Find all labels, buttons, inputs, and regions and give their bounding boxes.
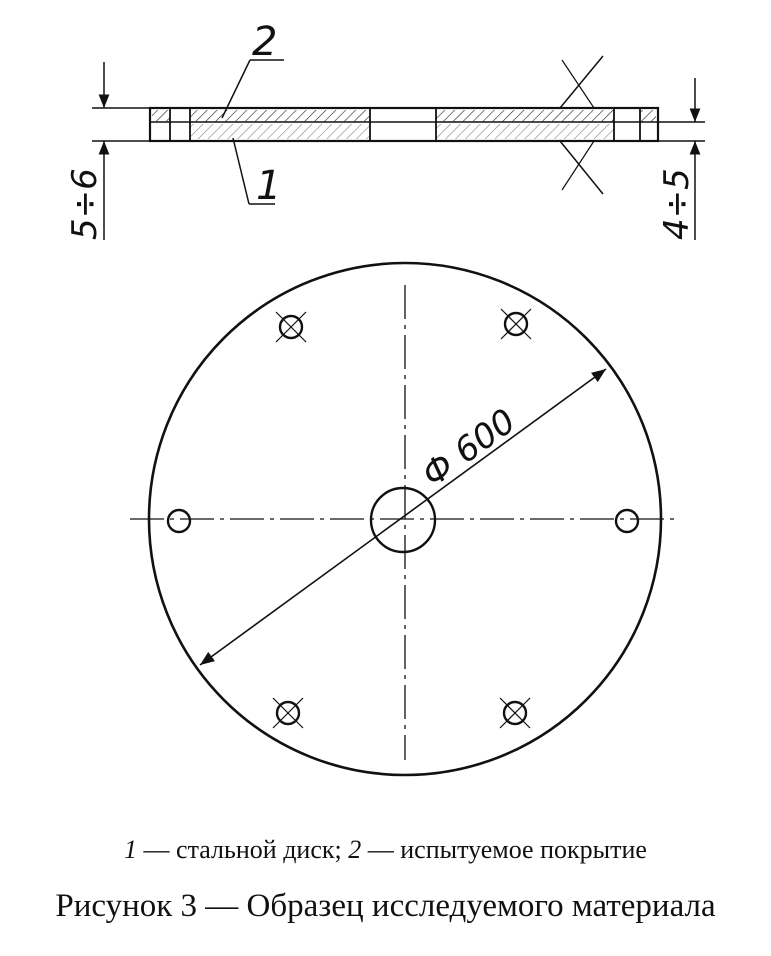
center-hole — [371, 488, 435, 552]
right-dimension-label: 4÷5 — [657, 168, 697, 240]
callout-2: 2 — [252, 19, 278, 65]
legend-item-1-number: 1 — [124, 835, 138, 864]
diameter-label: Ф 600 — [414, 401, 524, 496]
figure-caption: Рисунок 3 — Образец исследуемого материала — [55, 888, 716, 924]
mounting-hole-left — [168, 510, 190, 532]
figure-legend — [0, 835, 771, 865]
diameter-dimension-line — [200, 369, 606, 665]
plan-view — [130, 263, 680, 775]
break-line — [560, 56, 603, 108]
legend-item-1-text: — стальной диск; — [143, 835, 342, 864]
left-dimension-label: 5÷6 — [65, 168, 105, 240]
legend-item-2-number: 2 — [348, 835, 362, 864]
mounting-hole-right — [616, 510, 638, 532]
section-view — [150, 56, 658, 194]
callout-1: 1 — [256, 163, 282, 209]
legend-item-2-text: — испытуемое покрытие — [367, 835, 647, 864]
